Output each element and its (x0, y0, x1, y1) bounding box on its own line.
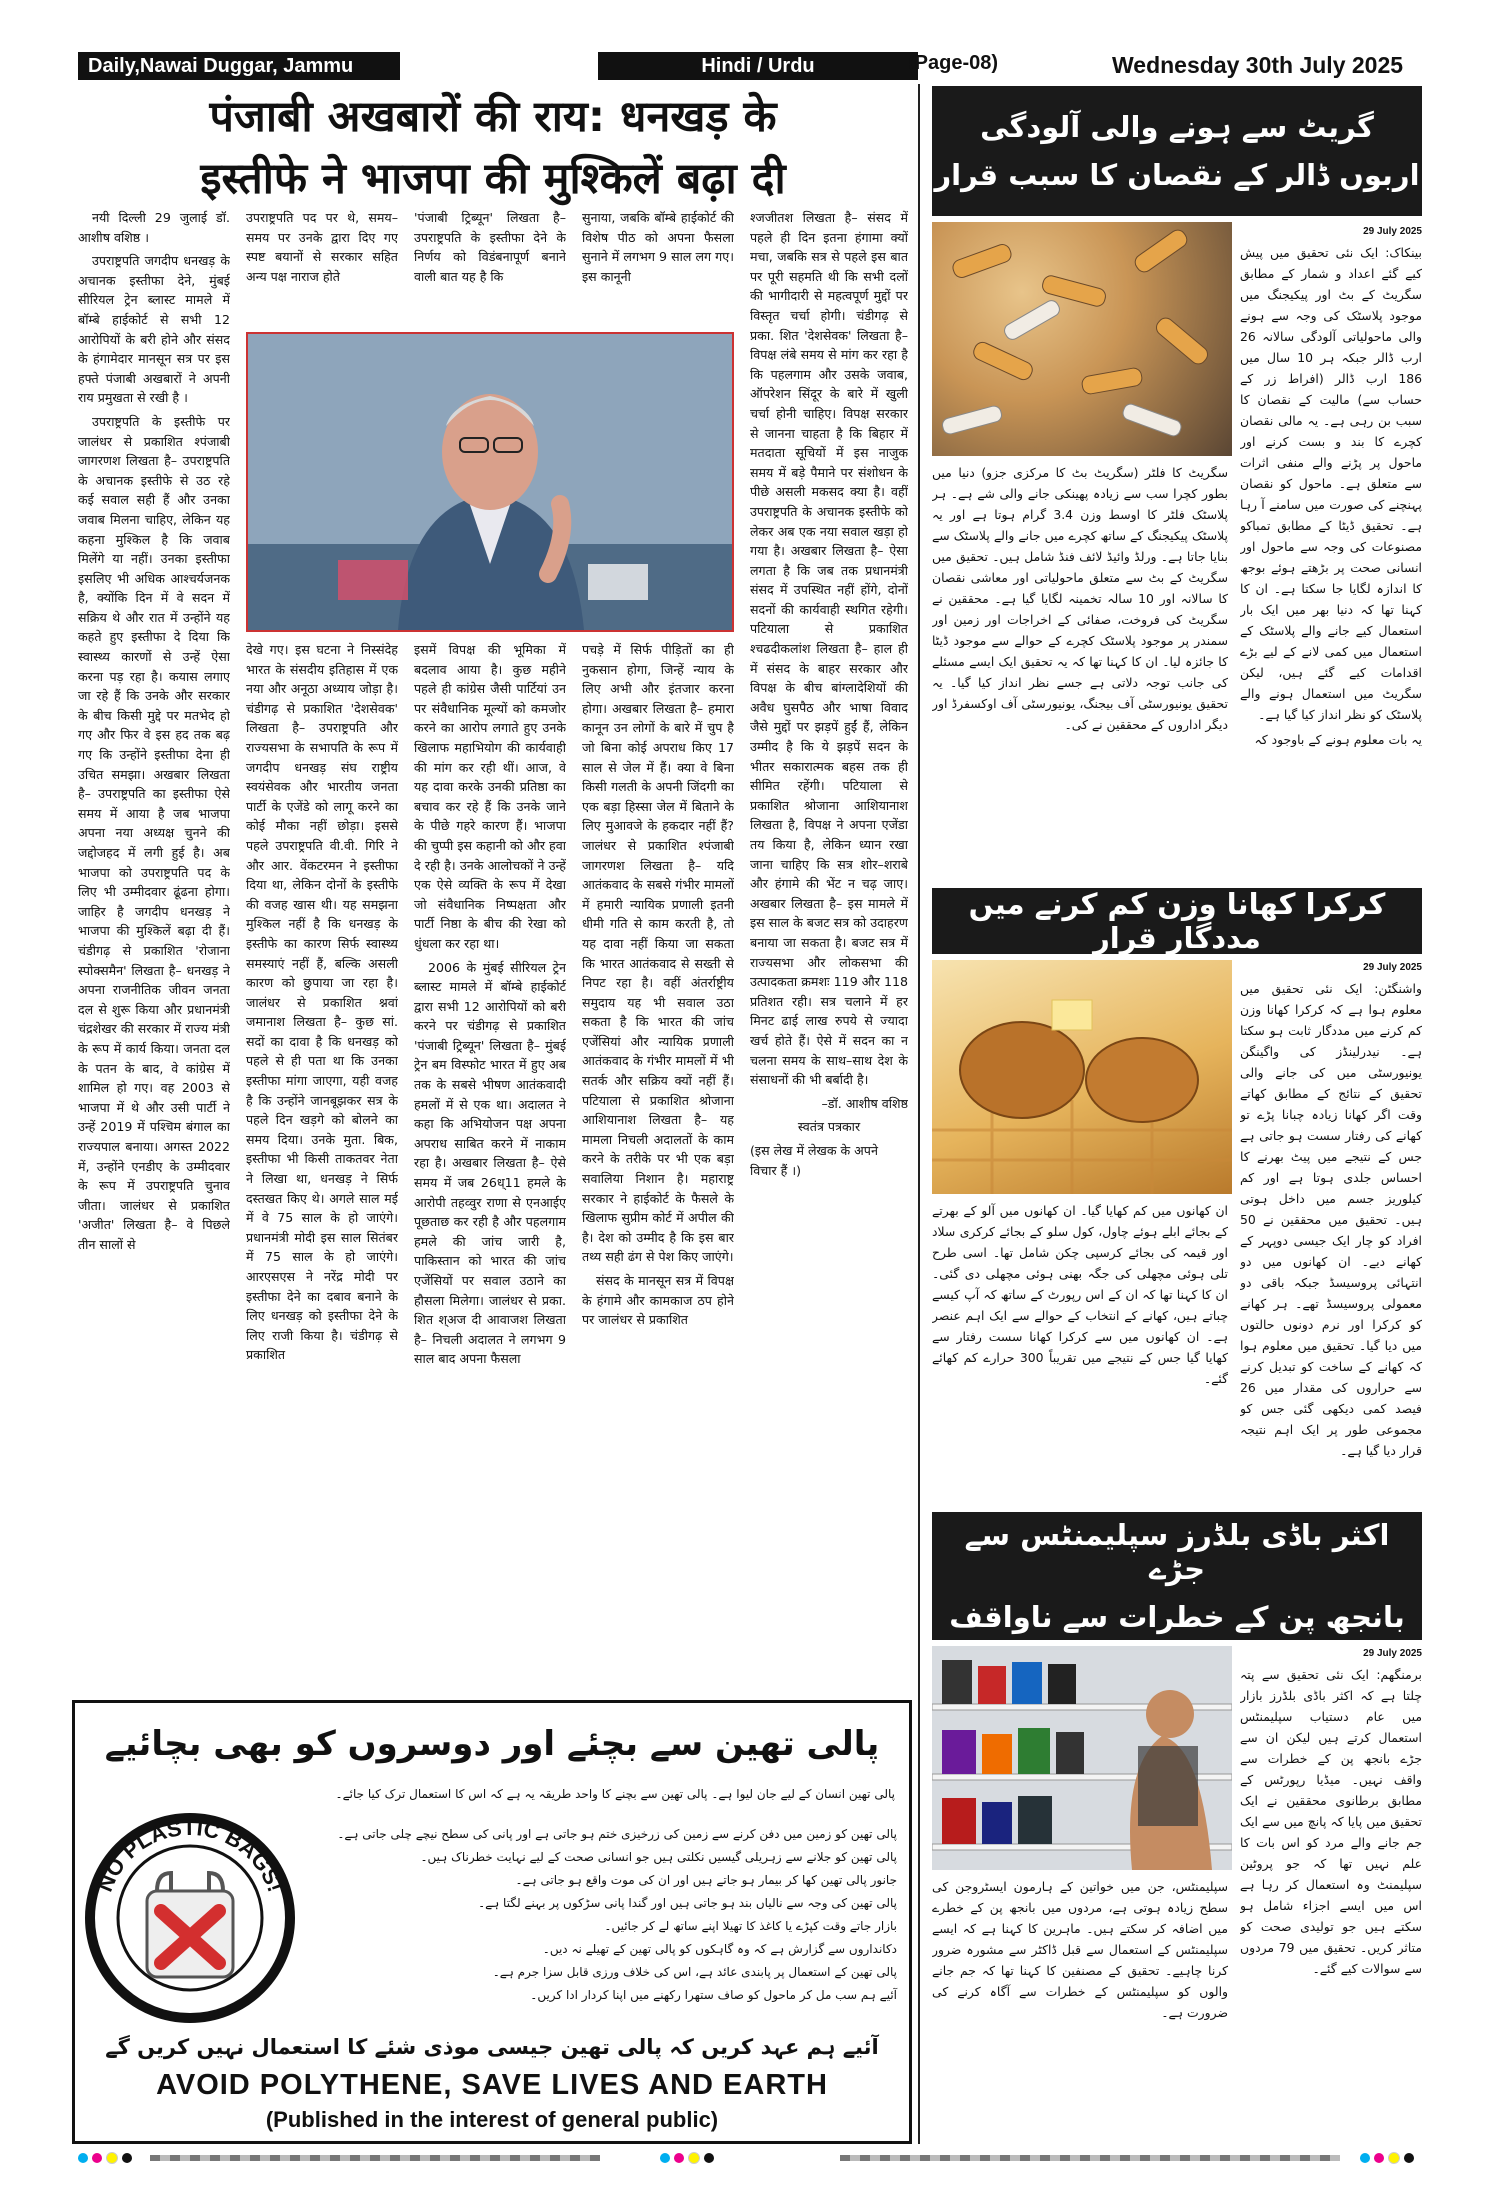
urdu-headline-1-line-2: اربوں ڈالر کے نقصان کا سبب قرار (934, 158, 1420, 192)
ad-line: پالی تھین کے استعمال پر پابندی عائد ہے، اس کی خلاف ورزی قابل سزا جرم ہے۔ (492, 1965, 897, 1979)
page-number: (Page-08) (908, 52, 999, 74)
ad-line: پالی تھین کی وجہ سے نالیاں بند ہو جاتی ہیں اور گندا پانی سڑکوں پر بہنے لگتا ہے۔ (478, 1896, 897, 1910)
ad-pledge: آئیے ہم عہد کریں کہ پالی تھین جیسی موذی شئے کا استعمال نہیں کریں گے (105, 2035, 879, 2059)
registration-dot-black (704, 2153, 714, 2163)
ad-line: آئیے ہم سب مل کر ماحول کو صاف ستھرا رکھنے میں اپنا کردار ادا کریں۔ (530, 1988, 897, 2002)
article-paragraph: उपराष्ट्रपति के इस्तीफे पर जालंधर से प्रकाशित श्पंजाबी जागरणश लिखता है– उपराष्ट्रपति के अचानक इस्तीफे से उठ रहे कई सवाल सही हैं और उनका जवाब मिलना चाहिए, लेकिन यह कहना मुश्किल है कि जवाब मिलेंगे या नहीं। उनका इस्तीफा इसलिए भी अधिक आश्चर्यजनक है, क्योंकि दिन में वे सदन में सक्रिय थे और रात में उन्होंने यह कहते हुए इस्तीफा दे दिया कि स्वास्थ्य कारणों से उन्हें ऐसा करना पड़ रहा है। कयास लगाए जा रहे हैं कि उनके और सरकार के बीच किसी मुद्दे पर मतभेद हो गए और फिर वे इस हद तक बढ़ गए कि उन्होंने इस्तीफा देना ही उचित समझा। अखबार लिखता है– उपराष्ट्रपति का इस्तीफा ऐसे समय में आया है जब भाजपा अपना नया अध्यक्ष चुनने की जद्दोजहद में लगी हुई है। अब भाजपा को उपराष्ट्रपति पद के लिए भी उम्मीदवार ढूंढना होगा। जाहिर है जगदीप धनखड़ ने भाजपा की मुश्किलें बढ़ा दी हैं। चंडीगढ़ से प्रकाशित 'रोजाना स्पोक्समैन' लिखता है– धनखड़ ने अपना राजनीतिक जीवन जनता दल से शुरू किया और प्रधानमंत्री चंद्रशेखर की सरकार में राज्य मंत्री के रूप में कार्य किया। जनता दल के पतन के बाद, वे कांग्रेस में शामिल हो गए। वह 2003 से भाजपा में थे और उसी पार्टी ने उन्हें 2019 में पश्चिम बंगाल का राज्यपाल बनाया। अगस्त 2022 में, उन्होंने एनडीए के उम्मीदवार के रूप में उपराष्ट्रपति चुनाव जीता। जालंधर से प्रकाशित 'अजीत' लिखता है– वे पिछले तीन सालों से (78, 413, 230, 1252)
urdu-paragraph: برمنگھم: ایک نئی تحقیق سے پتہ چلتا ہے کہ اکثر باڈی بلڈرز بازار میں عام دستیاب سپلیمنٹس استعمال کرتے ہیں لیکن ان سے جڑے بانجھ پن کے خطرات سے واقف نہیں۔ میڈیا رپورٹس کے مطابق برطانوی محققین نے ایک تحقیق میں پایا کہ پانچ میں سے ایک جم جانے والے مرد کو اس بات کا علم نہیں تھا کہ جو پروٹین سپلیمنٹ وہ استعمال کر رہا ہے اس میں ایسے اجزاء شامل ہو سکتے ہیں جو تولیدی صحت کو متاثر کریں۔ تحقیق میں 79 مردوں سے سوالات کیے گئے۔ (1240, 1667, 1422, 1976)
article-1-date: 29 July 2025 (1363, 226, 1422, 237)
registration-dot-magenta (674, 2153, 684, 2163)
urdu-paragraph: واشنگٹن: ایک نئی تحقیق میں معلوم ہوا ہے کہ کرکرا کھانا وزن کم کرنے میں مددگار ثابت ہو سکتا ہے۔ نیدرلینڈز کی واگینگن یونیورسٹی میں کی جانے والی تحقیق کے نتائج کے مطابق کھاتے وقت اگر کھانا زیادہ چبانا پڑے تو کھانے کی رفتار سست ہو جاتی ہے جس کے نتیجے میں پیٹ بھرنے کا احساس جلدی ہوتا ہے اور کم کیلوریز جسم میں داخل ہوتی ہیں۔ تحقیق میں محققین نے 50 افراد کو چار ایک جیسی دوپہر کے کھانے دیے۔ ان کھانوں میں دو انتہائی پروسیسڈ جبکہ باقی دو معمولی پروسیسڈ تھے۔ ہر کھانے کو کرکرا اور نرم دونوں حالتوں میں دیا گیا۔ تحقیق میں معلوم ہوا کہ کھانے کے ساخت کو تبدیل کرنے سے حراروں کی مقدار میں 26 فیصد کمی دیکھی گئی جس کو مجموعی طور پر ایک اہم نتیجہ قرار دیا گیا ہے۔ (1240, 981, 1422, 1458)
urdu-headline-2 (932, 888, 1422, 954)
urdu-article-1-left (932, 462, 1228, 882)
urdu-headline-3 (932, 1512, 1422, 1640)
ad-intro: پالی تھین انسان کے لیے جان لیوا ہے۔ پالی تھین سے بچنے کا واحد طریقہ یہ ہے کہ اس کا استعمال ترک کیا جائے۔ (335, 1787, 895, 1801)
article-paragraph: 'पंजाबी ट्रिब्यून' लिखता है– उपराष्ट्रपति के इस्तीफा देने के निर्णय को विडंबनापूर्ण बनाने वाली बात यह है कि (414, 210, 566, 284)
registration-dot-magenta (1374, 2153, 1384, 2163)
article-paragraph: इसमें विपक्ष की भूमिका में बदलाव आया है। कुछ महीने पहले ही कांग्रेस जैसी पार्टियां उन पर संवैधानिक मूल्यों को कमजोर करने का आरोप लगाते हुए उनके खिलाफ महाभियोग की कार्यवाही की मांग कर रही थीं। आज, वे यह दावा करके उनकी प्रतिष्ठा का बचाव कर रहे हैं कि उनके जाने के पीछे गहरे कारण हैं। भाजपा की चुप्पी इस कहानी को और हवा दे रही है। उनके आलोचकों ने उन्हें एक ऐसे व्यक्ति के रूप में देखा जो संवैधानिक निष्पक्षता और पार्टी निष्ठा के बीच की रेखा को धुंधला कर रहा था। (414, 642, 566, 951)
polythene-ad (72, 1700, 912, 2144)
byline: –डॉ. आशीष वशिष्ठ (821, 1095, 908, 1111)
urdu-headline-1-line-1: گریٹ سے ہونے والی آلودگی (980, 110, 1374, 144)
supplements-shelf-photo (932, 1646, 1232, 1870)
article-paragraph: संसद के मानसून सत्र में विपक्ष के हंगामे और कामकाज ठप होने पर जालंधर से प्रकाशित (582, 1273, 734, 1328)
article-column-3-bottom (414, 640, 566, 1688)
issue-date: Wednesday 30th July 2025 (1112, 52, 1404, 78)
urdu-paragraph: سپلیمنٹس، جن میں خواتین کے ہارمون ایسٹروجن کی سطح زیادہ ہوتی ہے، مردوں میں بانجھ پن کے خطرے میں اضافہ کر سکتے ہیں۔ ماہرین کا کہنا ہے کہ ایسے سپلیمنٹس کے استعمال سے قبل ڈاکٹر سے مشورہ ضرور کرنا چاہیے۔ تحقیق کے مصنفین کا کہنا تھا کہ جم جانے والوں کو سپلیمنٹس کے خطرات سے آگاہ کرنے کی ضرورت ہے۔ (932, 1879, 1228, 2020)
article-column-3-top (414, 208, 566, 326)
headline-line-1: पंजाबी अखबारों की राय: धनखड़ के (209, 92, 777, 142)
registration-gray-bar-right (840, 2155, 1340, 2161)
no-plastic-bags-sign (85, 1813, 295, 2023)
supplements-shelf-illustration (932, 1646, 1232, 1870)
article-paragraph: देखे गए। इस घटना ने निस्संदेह भारत के संसदीय इतिहास में एक नया और अनूठा अध्याय जोड़ा है। चंडीगढ़ से प्रकाशित 'देशसेवक' लिखता है– उपराष्ट्रपति और राज्यसभा के सभापति के रूप में जगदीप धनखड़ संघ राष्ट्रीय स्वयंसेवक और भारतीय जनता पार्टी के एजेंडे को लागू करने का कोई मौका नहीं छोड़ा। इससे पहले उपराष्ट्रपति वी.वी. गिरि ने और आर. वेंकटरमन ने इस्तीफा दिया था, लेकिन दोनों के इस्तीफे की वजह खास थी। यह समझना मुश्किल नहीं है कि धनखड़ के इस्तीफे का कारण सिर्फ स्वास्थ्य समस्याएं नहीं हैं, बल्कि असली कारण को छुपाया जा रहा है। जालंधर से प्रकाशित श्नवां जमानाश लिखता है– कुछ सां. सदों का दावा है कि धनखड़ को पहले से ही पता था कि उनका इस्तीफा मांगा जाएगा, यही वजह है कि उन्होंने जानबूझकर सत्र के पहले दिन खड़गे को बोलने का समय दिया। उनके मुता. बिक, इस्तीफा भी किसी ताकतवर नेता ने लिखा था, धनखड़ ने सिर्फ दस्तखत किए थे। अगले साल मई में वे 75 साल के हो जाएंगे। प्रधानमंत्री मोदी इस साल सितंबर में 75 साल के हो जाएंगे। आरएसएस ने नरेंद्र मोदी पर इस्तीफा देने का दबाव बनाने के लिए धनखड़ को इस्तीफा देने के लिए राजी किया है। चंडीगढ़ से प्रकाशित (246, 642, 398, 1363)
main-headline (78, 86, 908, 210)
article-paragraph: सुनाया, जबकि बॉम्बे हाईकोर्ट की विशेष पीठ को अपना फैसला सुनाने में लगभग 9 साल लग गए। इस कानूनी (582, 210, 734, 284)
article-3-date: 29 July 2025 (1363, 1648, 1422, 1659)
sign-text: NO PLASTIC BAGS! (91, 1814, 289, 1896)
speaker-illustration (248, 334, 732, 630)
registration-marks-right (1360, 2152, 1414, 2164)
registration-dot-yellow (688, 2152, 700, 2164)
article-paragraph: नयी दिल्ली 29 जुलाई डॉ. आशीष वशिष्ठ । (78, 210, 230, 245)
article-paragraph: पचड़े में सिर्फ पीड़ितों का ही नुकसान होगा, जिन्हें न्याय के लिए अभी और इंतजार करना होगा। अखबार लिखता है– हमारा कानून उन लोगों के बारे में चुप है जो बिना कोई अपराध किए 17 साल से जेल में हैं। क्या वे बिना किसी गलती के अपनी जिंदगी का एक बड़ा हिस्सा जेल में बिताने के लिए मुआवजे के हकदार नहीं हैं? जालंधर से प्रकाशित श्पंजाबी जागरणश लिखता है– यदि आतंकवाद के सबसे गंभीर मामलों में हमारी न्यायिक प्रणाली इतनी धीमी गति से काम करती है, तो यह दावा नहीं किया जा सकता कि भारत आतंकवाद से सख्ती से निपट रहा है। वहीं अंतर्राष्ट्रीय समुदाय यह भी सवाल उठा सकता है कि भारत की जांच एजेंसियां और न्यायिक प्रणाली आतंकवाद के गंभीर मामलों में भी सतर्क और सक्रिय क्यों नहीं हैं। पटियाला से प्रकाशित श्रोजाना आशियानाश लिखता है– यह मामला निचली अदालतों के काम करने के तरीके पर भी एक बड़ा सवालिया निशान है। महाराष्ट्र सरकार ने हाईकोर्ट के फैसले के खिलाफ सुप्रीम कोर्ट में अपील की है। देश को उम्मीद है कि इस बार तथ्य सही ढंग से पेश किए जाएंगे। (582, 642, 734, 1265)
urdu-article-3-left (932, 1876, 1228, 2058)
language-label: Hindi / Urdu (701, 54, 815, 77)
urdu-article-2-right (1240, 978, 1422, 1508)
article-paragraph: उपराष्ट्रपति जगदीप धनखड़ के अचानक इस्तीफा देने, मुंबई सीरियल ट्रेन ब्लास्ट मामले में बॉम्बे हाईकोर्ट से सभी 12 आरोपियों के बरी होने और संसद के हंगामेदार मानसून सत्र पर इस हफ्ते पंजाबी अखबारों ने अपनी राय प्रमुखता से रखी है । (78, 253, 230, 406)
headline-line-2: इस्तीफे ने भाजपा की मुश्किलें बढ़ा दी (200, 154, 786, 204)
cigarette-butts-photo (932, 222, 1232, 456)
urdu-article-2-left (932, 1200, 1228, 1506)
registration-dot-cyan (78, 2153, 88, 2163)
registration-dot-cyan (1360, 2153, 1370, 2163)
urdu-article-1-right (1240, 242, 1422, 882)
ad-line: دکانداروں سے گزارش ہے کہ وہ گاہکوں کو پالی تھین کے تھیلے نہ دیں۔ (542, 1942, 897, 1956)
urdu-paragraph: یہ بات معلوم ہونے کے باوجود کہ (1254, 732, 1422, 747)
registration-gray-bar-left (150, 2155, 600, 2161)
registration-dot-black (122, 2153, 132, 2163)
article-column-4-bottom (582, 640, 734, 1688)
article-2-date: 29 July 2025 (1363, 962, 1422, 973)
ad-line: پالی تھین کو جلانے سے زہریلی گیسیں نکلتی ہیں جو انسانی صحت کے لیے نہایت خطرناک ہیں۔ (420, 1850, 897, 1864)
urdu-article-3-right (1240, 1664, 1422, 2058)
urdu-paragraph: سگریٹ کا فلٹر (سگریٹ بٹ کا مرکزی جزو) دنیا میں بطور کچرا سب سے زیادہ پھینکی جانے والی شے ہے۔ ہر پلاسٹک فلٹر کا اوسط وزن 3.4 گرام ہوتا ہے اور یہ پلاسٹک پیکیجنگ کے ساتھ کچرے میں جانے والے پلاسٹک سے بنایا جاتا ہے۔ ورلڈ وائیڈ لائف فنڈ شامل ہیں۔ تحقیق میں سگریٹ کے بٹ سے متعلق ماحولیاتی اور معاشی نقصان کا سالانہ اور 10 سالہ تخمینہ لگایا گیا ہے۔ محققین نے سگریٹ کی فروخت، صفائی کے اخراجات اور زمین اور سمندر پر موجود پلاسٹک کچرے کے حوالے سے موجود ڈیٹا کا جائزہ لیا۔ ان کا کہنا تھا کہ یہ تحقیق ایک ایسے مسئلے کی جانب توجہ دلاتی ہے جسے نظر انداز کیا گیا۔ یہ تحقیق یونیورسٹی آف بیجنگ، یونیورسٹی آف اوکسفرڈ اور دیگر اداروں کے محققین نے کی۔ (932, 465, 1228, 732)
registration-dot-yellow (1388, 2152, 1400, 2164)
registration-dot-magenta (92, 2153, 102, 2163)
urdu-headline-3-line-1: اکثر باڈی بلڈرز سپلیمنٹس سے جڑے (964, 1518, 1390, 1586)
language-bar (598, 52, 918, 80)
ad-lines (307, 1823, 897, 2007)
crispy-food-illustration (932, 960, 1232, 1194)
article-column-2-bottom (246, 640, 398, 1688)
article-paragraph: श्जजीतश लिखता है– संसद में पहले ही दिन इतना हंगामा क्यों मचा, जबकि सत्र से पहले इस बात पर पूरी सहमति थी कि सभी दलों की भागीदारी से महत्वपूर्ण मुद्दों पर विस्तृत चर्चा होगी। चंडीगढ़ से प्रका. शित 'देशसेवक' लिखता है– विपक्ष लंबे समय से मांग कर रहा है कि पहलगाम और उसके जवाब, ऑपरेशन सिंदूर के बारे में खुली चर्चा होनी चाहिए। विपक्ष सरकार से जानना चाहता है कि बिहार में मतदाता सूचियों में इस नाजुक समय में बड़े पैमाने पर संशोधन के पीछे असली मकसद क्या है। वहीं उपराष्ट्रपति के अचानक इस्तीफे को लेकर अब एक नया सवाल खड़ा हो गया है। अखबार लिखता है– ऐसा लगता है कि जब तक प्रधानमंत्री संसद में उपस्थित नहीं होंगे, दोनों सदनों की कार्यवाही स्थगित रहेगी। पटियाला से प्रकाशित श्चढदीकलांश लिखता है– हाल ही में संसद के बाहर सरकार और विपक्ष के बीच बांग्लादेशियों की अवैध घुसपैठ और भाषा विवाद जैसे मुद्दों पर झड़पें हुईं हैं, लेकिन उम्मीद है कि ये झड़पें सदन के भीतर सकारात्मक बहस तक ही सीमित रहेंगी। पटियाला से प्रकाशित श्रोजाना आशियानाश लिखता है, विपक्ष ने अपना एजेंडा तय किया है, लेकिन ध्यान रखा जाना चाहिए कि सत्र शोर–शराबे और हंगामे की भेंट न चढ़ जाए। अखबार लिखता है– इस मामले में इस साल के बजट सत्र को उदाहरण बनाया जा सकता है। बजट सत्र में राज्यसभा और लोकसभा की उत्पादकता क्रमशः 119 और 118 प्रतिशत रही। सत्र चलाने में हर मिनट ढाई लाख रुपये से ज्यादा खर्च होते हैं। ऐसे में सदन का न चलना समय के साथ–साथ देश के संसाधनों की भी बर्बादी है। (750, 210, 908, 1088)
article-column-4-top (582, 208, 734, 326)
urdu-headline-3-line-2: بانجھ پن کے خطرات سے ناواقف (949, 1600, 1405, 1634)
ad-line: جانور پالی تھین کھا کر بیمار ہو جاتے ہیں اور ان کی موت واقع ہو جاتی ہے۔ (515, 1873, 897, 1887)
urdu-paragraph: بینکاک: ایک نئی تحقیق میں پیش کیے گئے اعداد و شمار کے مطابق سگریٹ کے بٹ اور پیکیجنگ میں موجود پلاسٹک کی وجہ سے ہونے والی ماحولیاتی آلودگی سالانہ 26 ارب ڈالر جبکہ ہر 10 سال میں 186 ارب ڈالر (افراط زر کے حساب سے) مالیت کے نقصان کا سبب بن رہی ہے۔ یہ مالی نقصان کچرے کا بند و بست کرنے اور ماحول پر پڑنے والے منفی اثرات سے متعلق ہے۔ ماحول کو نقصان پہنچنے کی صورت میں سامنے آ رہا ہے۔ تحقیق ڈیٹا کے مطابق تمباکو مصنوعات کی وجہ سے ماحول اور انسانی صحت پر بڑھتے ہوئے بوجھ کا اندازہ لگایا جا سکتا ہے۔ ان کا کہنا تھا کہ دنیا بھر میں ایک بار استعمال کیے جانے والے پلاسٹک کے استعمال میں کمی لانے کے لیے بڑے اقدامات کیے گئے ہیں، لیکن سگریٹ میں استعمال ہونے والے پلاسٹک کو نظر انداز کیا گیا ہے۔ (1240, 245, 1422, 722)
no-plastic-bags-icon (85, 1813, 295, 2023)
registration-marks-center (660, 2152, 714, 2164)
registration-dot-yellow (106, 2152, 118, 2164)
vice-president-photo (246, 332, 734, 632)
page-divider (918, 84, 920, 2144)
article-column-5 (750, 208, 908, 1688)
article-paragraph: 2006 के मुंबई सीरियल ट्रेन ब्लास्ट मामले में बॉम्बे हाईकोर्ट द्वारा सभी 12 आरोपियों को बरी करने पर चंडीगढ़ से प्रकाशित 'पंजाबी ट्रिब्यून' लिखता है– मुंबई ट्रेन बम विस्फोट भारत में हुए अब तक के सबसे भीषण आतंकवादी हमलों में से एक था। अदालत ने कहा कि अभियोजन पक्ष अपना अपराध साबित करने में नाकाम रहा है। अखबार लिखता है– ऐसे समय में जब 26ध्11 हमले के आरोपी तहव्वुर राणा से एनआईए पूछताछ कर रही है और पहलगाम हमले की जांच जारी है, पाकिस्तान को भारत की जांच एजेंसियों पर सवाल उठाने का हौसला मिलेगा। जालंधर से प्रका. शित श्अज दी आवाजश लिखता है– निचली अदालत ने लगभग 9 साल बाद अपना फैसला (414, 959, 566, 1367)
registration-dot-black (1404, 2153, 1414, 2163)
ad-title: پالی تھین سے بچئے اور دوسروں کو بھی بچائیے (104, 1724, 880, 1764)
ad-line: بازار جاتے وقت کپڑے یا کاغذ کا تھیلا اپنے ساتھ لے کر جائیں۔ (604, 1919, 897, 1933)
cigarette-butts-illustration (932, 222, 1232, 456)
registration-dot-cyan (660, 2153, 670, 2163)
ad-slogan: AVOID POLYTHENE, SAVE LIVES AND EARTH (156, 2069, 828, 2101)
urdu-headline-2-text: کرکرا کھانا وزن کم کرنے میں مددگار قرار (968, 887, 1386, 955)
disclaimer: (इस लेख में लेखक के अपने विचार हैं ।) (750, 1142, 878, 1178)
urdu-paragraph: ان کھانوں میں کم کھایا گیا۔ ان کھانوں میں آلو کے بھرتے کے بجائے ابلے ہوئے چاول، کول سلو کے بجائے کرکری سلاد اور قیمہ کی بجائے کرسپی چکن شامل تھا۔ اسی طرح تلی ہوئی مچھلی کی جگہ بھنی ہوئی مچھلی دی گئی۔ ان کا کہنا تھا کہ ان کے اس رپورٹ کے ساتھ کہ آپ کیسے چباتے ہیں، کھانے کے انتخاب کے حوالے سے ایک اہم عنصر ہے۔ ان کھانوں میں سے کرکرا کھانا سست رفتار سے کھایا گیا جس کے نتیجے میں تقریباً 300 حرارے کم کھائے گئے۔ (932, 1203, 1228, 1386)
paper-name-bar (78, 52, 400, 80)
urdu-headline-1 (932, 86, 1422, 216)
crispy-food-photo (932, 960, 1232, 1194)
article-column-2-top (246, 208, 398, 326)
byline-role: स्वतंत्र पत्रकार (797, 1119, 861, 1135)
paper-name: Daily,Nawai Duggar, Jammu (88, 54, 354, 77)
registration-marks-left (78, 2152, 132, 2164)
article-paragraph: उपराष्ट्रपति पद पर थे, समय–समय पर उनके द्वारा दिए गए स्पष्ट बयानों से सरकार सहित अन्य पक्ष नाराज होते (246, 210, 398, 284)
ad-line: پالی تھین کو زمین میں دفن کرنے سے زمین کی زرخیزی ختم ہو جاتی ہے اور پانی کی سطح نیچے چلی جاتی ہے۔ (337, 1827, 897, 1841)
article-column-1 (78, 208, 230, 1688)
ad-footer: (Published in the interest of general public) (265, 2107, 719, 2132)
